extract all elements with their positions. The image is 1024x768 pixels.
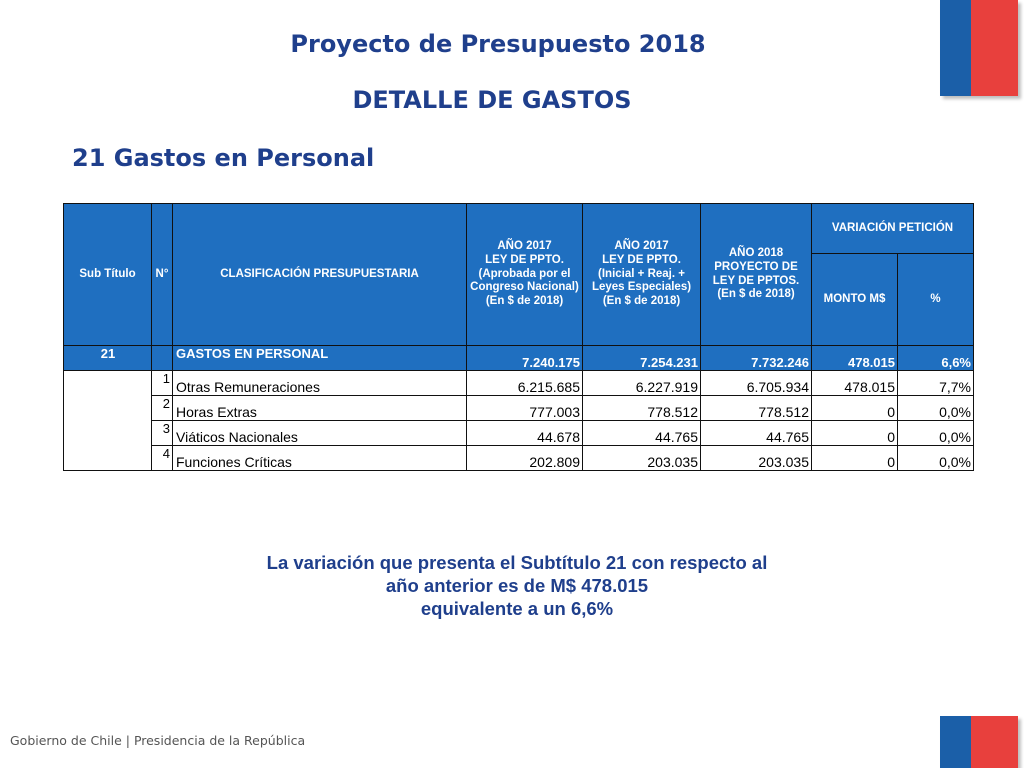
row-group-spacer xyxy=(64,371,152,471)
row-monto: 0 xyxy=(812,446,898,471)
row-proyecto-2018: 6.705.934 xyxy=(701,371,812,396)
row-monto: 0 xyxy=(812,421,898,446)
table-row xyxy=(64,396,974,421)
row-clasificacion: Funciones Críticas xyxy=(173,446,467,471)
row-proyecto-2018: 203.035 xyxy=(701,446,812,471)
row-pct: 0,0% xyxy=(898,446,974,471)
logo-blue-stripe xyxy=(940,716,971,768)
total-row xyxy=(64,346,974,371)
statement-line-3: equivalente a un 6,6% xyxy=(420,598,614,619)
total-numero xyxy=(152,346,173,371)
table-row xyxy=(64,446,974,471)
header-ley-2017-inicial: AÑO 2017 LEY DE PPTO. (Inicial + Reaj. + Leyes Especiales) (En $ de 2018) xyxy=(583,204,701,346)
variation-statement xyxy=(0,551,1024,620)
gobierno-logo-bottom xyxy=(940,716,1018,768)
row-ley-2017-aprobada: 202.809 xyxy=(467,446,583,471)
logo-red-stripe xyxy=(971,716,1018,768)
page-title: Proyecto de Presupuesto 2018 xyxy=(290,30,706,58)
row-clasificacion: Horas Extras xyxy=(173,396,467,421)
row-ley-2017-inicial: 6.227.919 xyxy=(583,371,701,396)
statement-line-1: La variación que presenta el Subtítulo 21 con respecto al xyxy=(266,552,768,573)
row-pct: 0,0% xyxy=(898,421,974,446)
row-numero: 3 xyxy=(152,421,173,446)
row-ley-2017-inicial: 778.512 xyxy=(583,396,701,421)
statement-line-2: año anterior es de M$ 478.015 xyxy=(385,575,649,596)
header-clasificacion: CLASIFICACIÓN PRESUPUESTARIA xyxy=(173,204,467,346)
row-ley-2017-aprobada: 6.215.685 xyxy=(467,371,583,396)
header-subtitulo: Sub Título xyxy=(64,204,152,346)
total-monto: 478.015 xyxy=(812,346,898,371)
row-numero: 1 xyxy=(152,371,173,396)
header-pct: % xyxy=(898,254,974,346)
row-monto: 478.015 xyxy=(812,371,898,396)
header-variacion: VARIACIÓN PETICIÓN xyxy=(812,204,974,254)
header-numero: N° xyxy=(152,204,173,346)
row-pct: 0,0% xyxy=(898,396,974,421)
row-proyecto-2018: 778.512 xyxy=(701,396,812,421)
row-clasificacion: Viáticos Nacionales xyxy=(173,421,467,446)
row-monto: 0 xyxy=(812,396,898,421)
row-clasificacion: Otras Remuneraciones xyxy=(173,371,467,396)
table-row xyxy=(64,371,974,396)
footer-text: Gobierno de Chile | Presidencia de la República xyxy=(10,733,306,748)
total-ley-2017-aprobada: 7.240.175 xyxy=(467,346,583,371)
row-proyecto-2018: 44.765 xyxy=(701,421,812,446)
row-ley-2017-inicial: 44.765 xyxy=(583,421,701,446)
row-ley-2017-inicial: 203.035 xyxy=(583,446,701,471)
row-ley-2017-aprobada: 44.678 xyxy=(467,421,583,446)
header-monto: MONTO M$ xyxy=(812,254,898,346)
row-ley-2017-aprobada: 777.003 xyxy=(467,396,583,421)
total-proyecto-2018: 7.732.246 xyxy=(701,346,812,371)
total-clasificacion: GASTOS EN PERSONAL xyxy=(173,346,467,371)
total-ley-2017-inicial: 7.254.231 xyxy=(583,346,701,371)
budget-table xyxy=(63,203,974,471)
row-numero: 4 xyxy=(152,446,173,471)
header-proyecto-2018: AÑO 2018 PROYECTO DE LEY DE PPTOS. (En $ de 2018) xyxy=(701,204,812,346)
page-subtitle: DETALLE DE GASTOS xyxy=(352,86,632,114)
row-pct: 7,7% xyxy=(898,371,974,396)
table-row xyxy=(64,421,974,446)
total-pct: 6,6% xyxy=(898,346,974,371)
row-numero: 2 xyxy=(152,396,173,421)
header-ley-2017-aprobada: AÑO 2017 LEY DE PPTO. (Aprobada por el Congreso Nacional) (En $ de 2018) xyxy=(467,204,583,346)
total-subtitulo: 21 xyxy=(64,346,152,371)
section-heading: 21 Gastos en Personal xyxy=(72,144,375,172)
